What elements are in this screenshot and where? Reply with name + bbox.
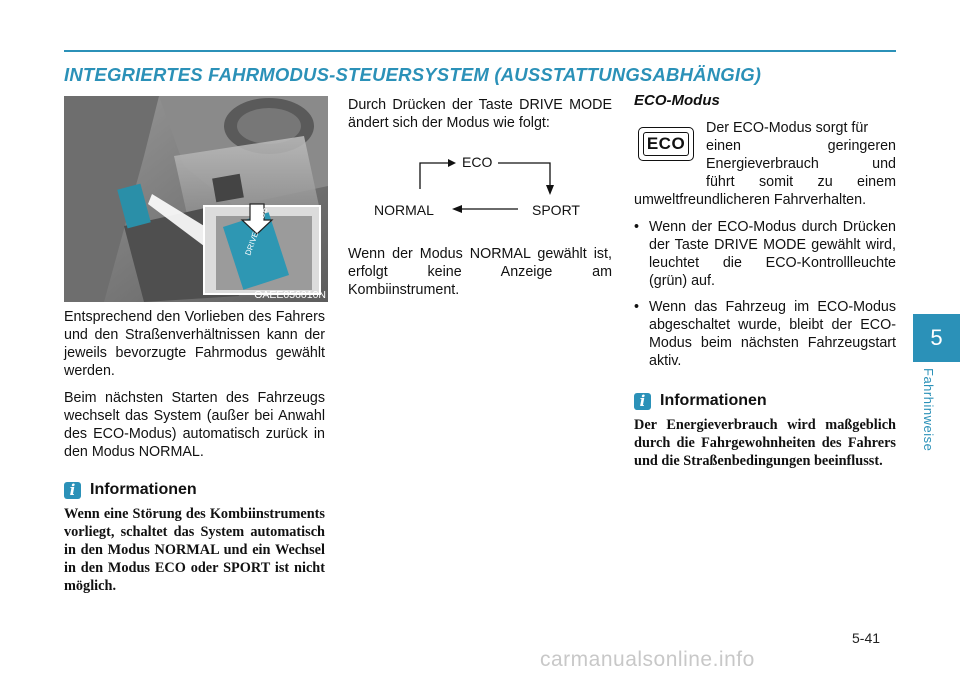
drive-mode-button-text: DRIVE MODE	[243, 205, 270, 257]
paragraph: Wenn der Modus NORMAL gewählt ist, erfolgt keine Anzeige am Kombiinstrument.	[348, 246, 612, 298]
paragraph: Durch Drücken der Taste DRIVE MODE ändert sich der Modus wie folgt:	[348, 97, 612, 131]
watermark: carmanualsonline.info	[540, 648, 755, 671]
eco-intro-line: führt somit zu einem	[706, 174, 896, 190]
chapter-name	[921, 368, 939, 458]
right-column	[634, 92, 896, 479]
info-heading	[64, 481, 325, 499]
eco-indicator-icon	[638, 127, 694, 161]
paragraph: Entsprechend den Vorlieben des Fahrers und den Straßenverhältnissen kann der jeweils bevorzugte Fahrmodus gewählt werden.	[64, 309, 325, 379]
eco-intro-line: umweltfreundlicheren Fahrverhalten.	[634, 192, 867, 208]
list-item: • Wenn das Fahrzeug im ECO-Modus abgeschaltet wurde, bleibt der ECO-Modus beim nächsten Fahrzeugstart aktiv.	[634, 298, 896, 370]
mode-sport-label: SPORT	[532, 202, 580, 218]
header-rule	[64, 50, 896, 52]
list-item: • Wenn der ECO-Modus durch Drücken der Taste DRIVE MODE gewählt wird, leuchtet die ECO-Kontrollleuchte (grün) auf.	[634, 218, 896, 290]
eco-mode-heading: ECO-Modus	[634, 92, 720, 109]
info-text: Der Energieverbrauch wird maßgeblich durch die Fahrgewohnheiten des Fahrers und die Straßenbedingungen beeinflusst.	[634, 417, 896, 469]
middle-column	[348, 96, 612, 308]
mode-normal-label: NORMAL	[374, 202, 434, 218]
console-illustration	[64, 96, 328, 302]
info-title: Informationen	[660, 392, 767, 409]
paragraph: Beim nächsten Starten des Fahrzeugs wechselt das System (außer bei Anwahl des ECO-Modus) automatisch zurück in den Modus NORMAL.	[64, 390, 325, 460]
section-title: INTEGRIERTES FAHRMODUS-STEUERSYSTEM (AUSSTATTUNGSABHÄNGIG)	[64, 64, 762, 85]
eco-intro-line: einen geringeren	[706, 138, 896, 154]
page-number: 5-41	[852, 630, 881, 646]
eco-bullet-list	[634, 218, 896, 370]
info-icon: i	[64, 482, 81, 499]
eco-intro-line: Der ECO-Modus sorgt für	[706, 120, 869, 136]
eco-indicator-text: ECO	[643, 132, 689, 156]
eco-intro-line: Energieverbrauch und	[706, 156, 896, 172]
left-column	[64, 308, 325, 604]
info-icon: i	[634, 393, 651, 410]
info-heading	[634, 392, 896, 410]
arrow-left-icon	[452, 205, 462, 213]
mode-eco-label: ECO	[462, 154, 493, 170]
chapter-tab: 5	[913, 314, 960, 362]
arrow-down-icon	[546, 185, 554, 195]
figure-code: OAEE056010N	[254, 289, 326, 301]
drive-mode-photo	[64, 96, 328, 302]
info-text: Wenn eine Störung des Kombiinstruments vorliegt, schaltet das System automatisch in den Modus NORMAL und ein Wechsel in den Modus ECO oder SPORT ist nicht möglich.	[64, 506, 325, 594]
chapter-name-text: Fahrhinweise	[921, 368, 936, 452]
info-title: Informationen	[90, 481, 197, 498]
eco-intro-block	[634, 119, 896, 209]
arrow-right-icon	[448, 159, 456, 167]
mode-cycle-diagram	[348, 141, 612, 233]
